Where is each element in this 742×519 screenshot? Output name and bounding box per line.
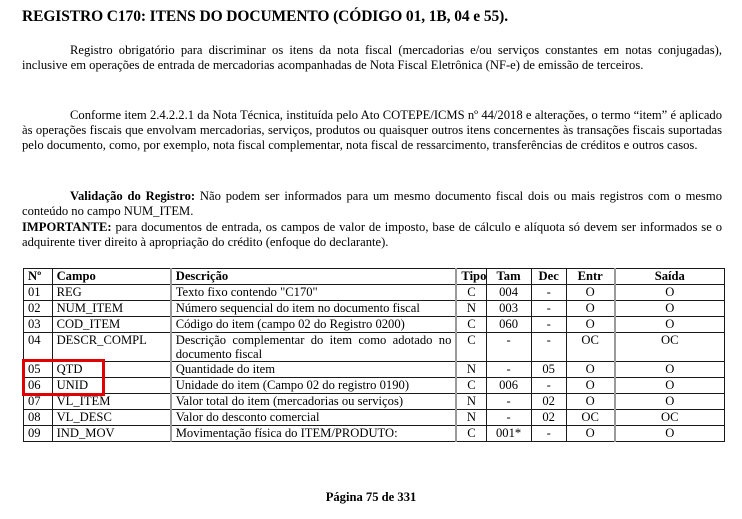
cell-tam: -: [486, 410, 531, 426]
cell-n: 01: [24, 285, 53, 301]
cell-dec: 02: [531, 394, 566, 410]
cell-tipo: N: [456, 410, 486, 426]
cell-n: 02: [24, 301, 53, 317]
cell-n: 09: [24, 426, 53, 442]
cell-saida: O: [615, 362, 725, 378]
table-row: [24, 378, 725, 394]
fields-table: [23, 268, 725, 442]
cell-n: 08: [24, 410, 53, 426]
header-tam: Tam: [486, 269, 531, 285]
cell-saida: O: [615, 317, 725, 333]
cell-entr: OC: [566, 333, 614, 362]
cell-entr: O: [566, 362, 614, 378]
cell-campo: VL_DESC: [52, 410, 171, 426]
header-tipo: Tipo: [456, 269, 486, 285]
cell-tipo: C: [456, 333, 486, 362]
header-descricao: Descrição: [171, 269, 457, 285]
cell-tipo: N: [456, 301, 486, 317]
cell-tipo: C: [456, 285, 486, 301]
table-row: [24, 362, 725, 378]
cell-n: 07: [24, 394, 53, 410]
cell-entr: O: [566, 378, 614, 394]
cell-dec: 05: [531, 362, 566, 378]
validation-label: Validação do Registro:: [70, 189, 196, 203]
header-campo: Campo: [52, 269, 171, 285]
cell-dec: -: [531, 426, 566, 442]
cell-entr: O: [566, 301, 614, 317]
cell-n: 04: [24, 333, 53, 362]
table-row: [24, 333, 725, 362]
cell-tam: -: [486, 333, 531, 362]
cell-descricao: Quantidade do item: [171, 362, 457, 378]
cell-dec: -: [531, 378, 566, 394]
cell-descricao: Descrição complementar do item como adotado no documento fiscal: [171, 333, 457, 362]
cell-saida: OC: [615, 410, 725, 426]
cell-dec: -: [531, 285, 566, 301]
item-definition-paragraph: [22, 108, 722, 154]
cell-saida: O: [615, 426, 725, 442]
cell-descricao: Valor total do item (mercadorias ou serviços): [171, 394, 457, 410]
header-saida: Saída: [615, 269, 725, 285]
cell-dec: -: [531, 301, 566, 317]
cell-saida: O: [615, 301, 725, 317]
cell-tipo: C: [456, 378, 486, 394]
cell-campo: REG: [52, 285, 171, 301]
cell-tam: 060: [486, 317, 531, 333]
cell-dec: 02: [531, 410, 566, 426]
intro-text: Registro obrigatório para discriminar os itens da nota fiscal (mercadorias e/ou serviços constantes em notas conjugadas), inclusive em operações de entrada de mercadorias acompanhadas de Nota Fiscal Eletrônica (NF-e) de emissão de terceiros.: [22, 43, 722, 73]
cell-descricao: Código do item (campo 02 do Registro 0200): [171, 317, 457, 333]
header-n: Nº: [24, 269, 53, 285]
cell-tam: -: [486, 394, 531, 410]
cell-tipo: C: [456, 426, 486, 442]
header-dec: Dec: [531, 269, 566, 285]
cell-n: 05: [24, 362, 53, 378]
validation-text: Não podem ser informados para um mesmo documento fiscal dois ou mais registros com o mesmo conteúdo no campo NUM_ITEM.: [22, 189, 722, 219]
cell-tipo: N: [456, 362, 486, 378]
validation-paragraph: [22, 189, 722, 219]
cell-tam: 004: [486, 285, 531, 301]
cell-campo: DESCR_COMPL: [52, 333, 171, 362]
table-row: [24, 285, 725, 301]
cell-saida: O: [615, 378, 725, 394]
cell-saida: OC: [615, 333, 725, 362]
cell-saida: O: [615, 285, 725, 301]
intro-paragraph: [22, 43, 722, 73]
header-entr: Entr: [566, 269, 614, 285]
cell-campo: VL_ITEM: [52, 394, 171, 410]
cell-tipo: N: [456, 394, 486, 410]
cell-tipo: C: [456, 317, 486, 333]
cell-tam: 001*: [486, 426, 531, 442]
cell-campo: NUM_ITEM: [52, 301, 171, 317]
cell-campo: UNID: [52, 378, 171, 394]
cell-dec: -: [531, 317, 566, 333]
cell-tam: 003: [486, 301, 531, 317]
cell-n: 06: [24, 378, 53, 394]
table-row: [24, 394, 725, 410]
item-definition-text: Conforme item 2.4.2.2.1 da Nota Técnica, instituída pelo Ato COTEPE/ICMS nº 44/2018 e alterações, o termo “item” é aplicado às operações fiscais que envolvam mercadorias, serviços, produtos ou quaisquer outros itens concernentes às transações fiscais suportadas pelo documento, como, por exemplo, nota fiscal complementar, nota fiscal de ressarcimento, transferências de créditos e outros casos.: [22, 108, 722, 153]
cell-descricao: Unidade do item (Campo 02 do registro 0190): [171, 378, 457, 394]
cell-entr: O: [566, 426, 614, 442]
cell-n: 03: [24, 317, 53, 333]
cell-entr: O: [566, 317, 614, 333]
cell-entr: OC: [566, 410, 614, 426]
table-header-row: [24, 269, 725, 285]
cell-campo: QTD: [52, 362, 171, 378]
cell-dec: -: [531, 333, 566, 362]
table-row: [24, 410, 725, 426]
important-label: IMPORTANTE:: [22, 220, 112, 234]
cell-saida: O: [615, 394, 725, 410]
cell-tam: 006: [486, 378, 531, 394]
important-text: para documentos de entrada, os campos de valor de imposto, base de cálculo e alíquota só devem ser informados se o adquirente tiver direito à apropriação do crédito (enfoque do declarante).: [22, 220, 722, 250]
cell-descricao: Texto fixo contendo "C170": [171, 285, 457, 301]
cell-tam: -: [486, 362, 531, 378]
cell-campo: COD_ITEM: [52, 317, 171, 333]
section-title: REGISTRO C170: ITENS DO DOCUMENTO (CÓDIGO 01, 1B, 04 e 55).: [22, 8, 508, 25]
cell-descricao: Valor do desconto comercial: [171, 410, 457, 426]
table-row: [24, 317, 725, 333]
cell-entr: O: [566, 394, 614, 410]
cell-descricao: Movimentação física do ITEM/PRODUTO:: [171, 426, 457, 442]
important-paragraph: [22, 220, 722, 250]
table-row: [24, 301, 725, 317]
cell-campo: IND_MOV: [52, 426, 171, 442]
table-row: [24, 426, 725, 442]
cell-descricao: Número sequencial do item no documento fiscal: [171, 301, 457, 317]
cell-entr: O: [566, 285, 614, 301]
page-number: Página 75 de 331: [325, 490, 417, 504]
